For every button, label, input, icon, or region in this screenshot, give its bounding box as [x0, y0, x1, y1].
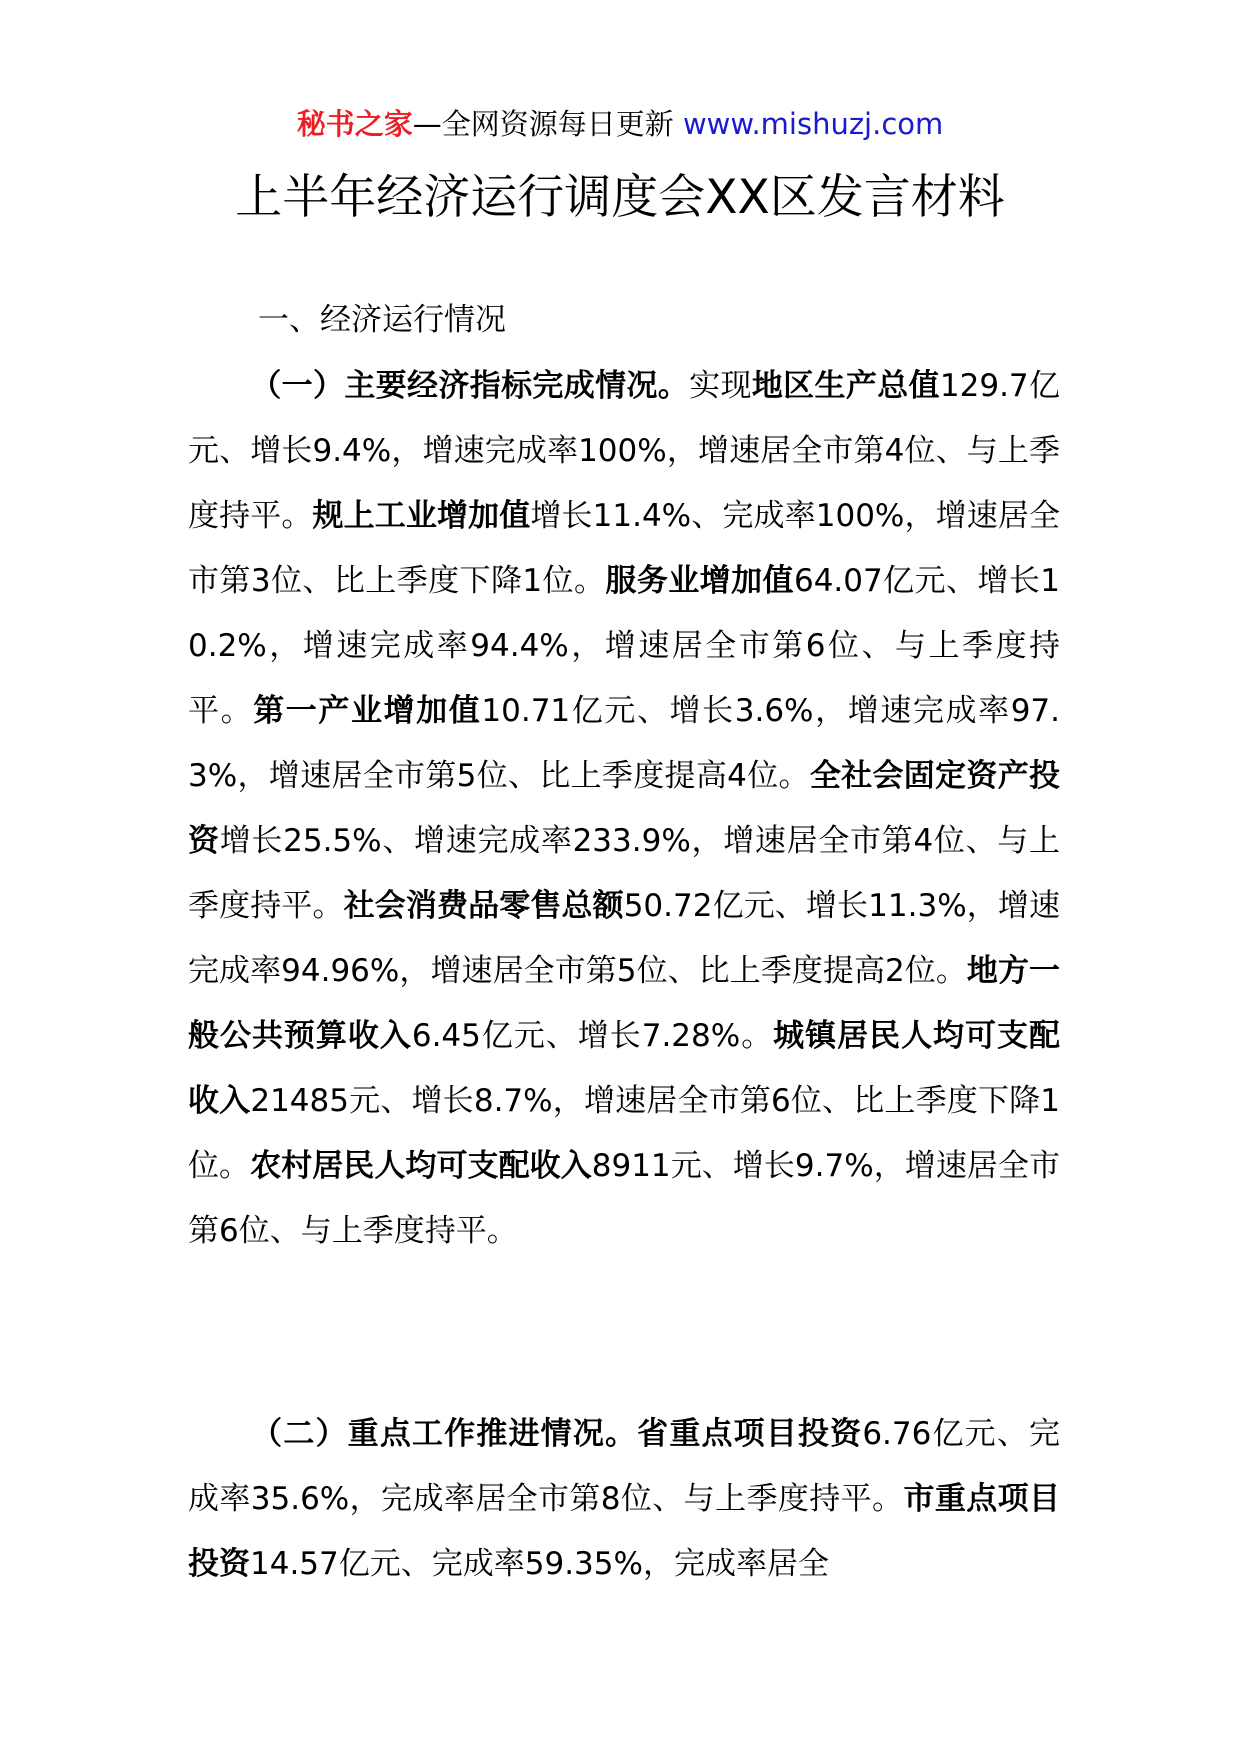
paragraph-text: 64.07亿元、增长10.2%，增速完成率94.4%，增速居全市第6位、与上季度持平。 — [188, 563, 1060, 729]
document-title: 上半年经济运行调度会XX区发言材料 — [235, 170, 1005, 225]
banner-tagline: —全网资源每日更新 — [412, 107, 683, 141]
indicator-public-budget-revenue: 地方一般公共预算收入 — [188, 953, 1060, 1054]
paragraph-text: 8911元、增长9.7%，增速居全市第6位、与上季度持平。 — [188, 1148, 1061, 1249]
paragraph-text: 10.71亿元、增长3.6%，增速完成率97.3%，增速居全市第5位、比上季度提高4位。 — [188, 693, 1061, 794]
indicator-primary-industry: 第一产业增加值 — [253, 693, 482, 729]
indicator-city-projects: 市重点项目投资 — [188, 1481, 1061, 1582]
section-heading: 一、经济运行情况 — [258, 302, 506, 338]
banner-url-link[interactable]: www.mishuzj.com — [682, 107, 944, 141]
indicator-industrial-value-added: 规上工业增加值 — [312, 498, 531, 534]
paragraph-text: 增长11.4%、完成率100%，增速居全市第3位、比上季度下降1位。 — [188, 498, 1061, 599]
banner-brand: 秘书之家 — [296, 107, 413, 141]
paragraph-text: 实现 — [689, 368, 752, 404]
indicator-urban-income: 城镇居民人均可支配收入 — [188, 1018, 1060, 1119]
paragraph-text: 129.7亿元、增长9.4%，增速完成率100%，增速居全市第4位、与上季度持平。 — [188, 368, 1060, 534]
paragraph-text: 6.76亿元、完成率35.6%，完成率居全市第8位、与上季度持平。 — [188, 1416, 1061, 1517]
paragraph-text: 14.57亿元、完成率59.35%，完成率居全 — [250, 1546, 829, 1582]
indicator-gdp: 地区生产总值 — [751, 368, 940, 404]
paragraph-text: 6.45亿元、增长7.28%。 — [411, 1018, 774, 1054]
paragraph-text: 21485元、增长8.7%，增速居全市第6位、比上季度下降1位。 — [188, 1083, 1060, 1184]
indicator-provincial-projects: 省重点项目投资 — [637, 1416, 863, 1452]
indicator-rural-income: 农村居民人均可支配收入 — [250, 1148, 592, 1184]
paragraph-key-work — [188, 1402, 1060, 1597]
indicator-service-value-added: 服务业增加值 — [605, 563, 794, 599]
subsection-heading: （二）重点工作推进情况。 — [250, 1416, 638, 1452]
paragraph-main-indicators — [188, 354, 1060, 1264]
paragraph-text: 增长25.5%、增速完成率233.9%，增速居全市第4位、与上季度持平。 — [188, 823, 1061, 924]
subsection-heading: （一）主要经济指标完成情况。 — [250, 368, 690, 404]
site-banner — [0, 104, 1240, 144]
indicator-retail-sales: 社会消费品零售总额 — [343, 888, 624, 924]
paragraph-text: 50.72亿元、增长11.3%，增速完成率94.96%，增速居全市第5位、比上季度提高2位。 — [188, 888, 1061, 989]
indicator-fixed-asset-investment: 全社会固定资产投资 — [188, 758, 1060, 859]
